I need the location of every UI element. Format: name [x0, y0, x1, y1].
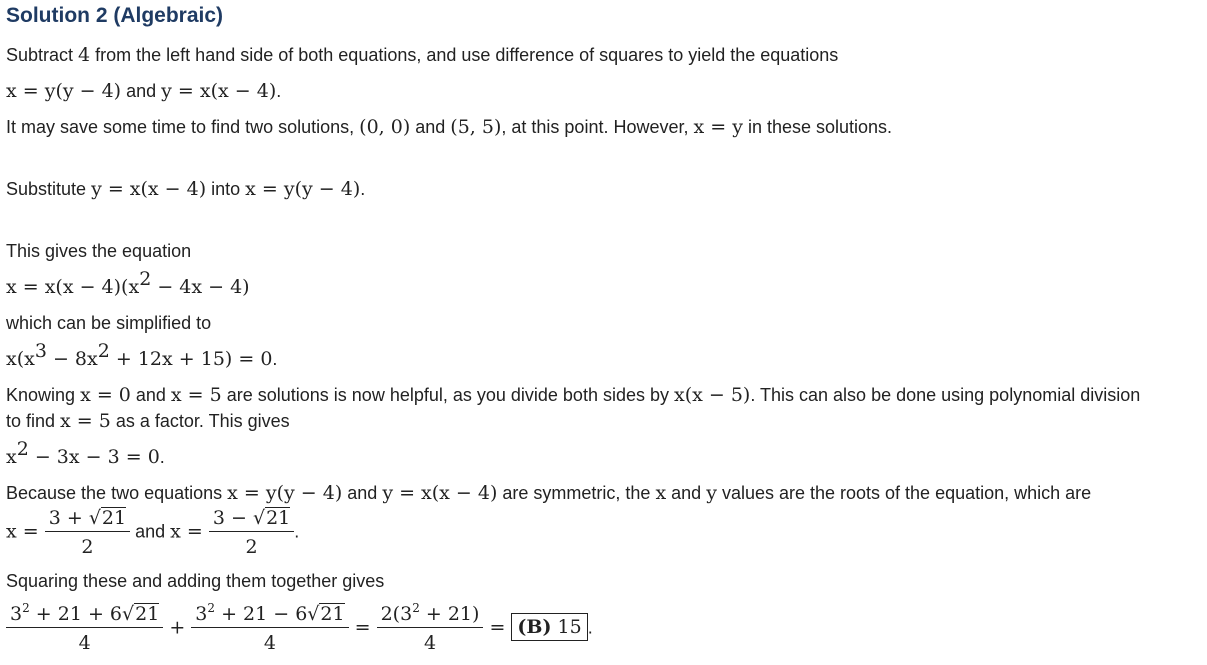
- fraction-denominator: 2: [245, 536, 258, 558]
- text: Subtract: [6, 45, 79, 65]
- text: It may save some time to find two solutions,: [6, 117, 360, 137]
- math-inline: + 12x + 15) = 0: [109, 348, 273, 370]
- math-inline: x = x(x − 4)(x: [6, 276, 140, 298]
- text-line-14: [6, 570, 384, 592]
- math-inline: (5, 5): [450, 116, 502, 138]
- math-inline: x = 5: [170, 384, 222, 406]
- math-text: + 21 − 6: [215, 603, 308, 625]
- math-text: + 21 + 6: [29, 603, 122, 625]
- text: Substitute: [6, 179, 92, 199]
- text: are symmetric, the: [497, 483, 656, 503]
- fraction-root-plus: [45, 507, 130, 558]
- text: from the left hand side of both equations, and use difference of squares to yield the equations: [90, 45, 839, 65]
- sqrt-radicand: 21: [101, 507, 127, 529]
- fraction-root-minus: [209, 507, 294, 558]
- fraction-combined: [377, 603, 484, 654]
- text: are solutions is now helpful, as you divide both sides by: [221, 385, 674, 405]
- math-inline: y = x(x − 4): [161, 80, 277, 102]
- fraction-numerator: 3 − √21: [209, 507, 294, 532]
- sqrt-radicand: 21: [135, 603, 160, 625]
- math-text: 2(3: [380, 603, 413, 625]
- math-line-6: [6, 268, 250, 298]
- text: Because the two equations: [6, 483, 228, 503]
- text-line-12: [6, 482, 1091, 504]
- text-line-7: [6, 312, 211, 334]
- math-text: 3 −: [212, 507, 253, 529]
- text: values are the roots of the equation, which are: [716, 483, 1092, 503]
- text: which can be simplified to: [6, 313, 212, 333]
- text-line-5: [6, 240, 191, 262]
- sqrt-radicand: 21: [266, 507, 291, 529]
- answer-choice: (B): [517, 616, 552, 639]
- math-inline: − 3x − 3 = 0: [28, 446, 160, 468]
- math-inline: x(x − 5): [674, 384, 751, 406]
- text: in these solutions.: [742, 117, 893, 137]
- math-line-11: [6, 438, 165, 468]
- exponent: 2: [207, 601, 216, 615]
- text: and: [410, 117, 451, 137]
- exponent: 3: [34, 340, 47, 362]
- answer-value: 15: [551, 616, 582, 639]
- boxed-answer: [511, 613, 587, 641]
- fraction-numerator: 3 + √21: [45, 507, 130, 532]
- exponent: 2: [16, 438, 29, 460]
- equals-sign: =: [348, 616, 377, 639]
- math-inline: x(x: [6, 348, 35, 370]
- text: and: [666, 483, 707, 503]
- math-inline: y: [706, 482, 717, 504]
- text-line-10: [6, 410, 290, 432]
- text-line-2: [6, 80, 281, 102]
- math-inline: x: [655, 482, 667, 504]
- math-inline: 4: [78, 44, 91, 66]
- text: .: [276, 81, 282, 101]
- math-inline: x = 5: [60, 410, 111, 432]
- text: , at this point. However,: [501, 117, 694, 137]
- text: into: [206, 179, 246, 199]
- text: .: [294, 521, 300, 542]
- text: Squaring these and adding them together gives: [6, 571, 385, 591]
- text: .: [272, 349, 278, 369]
- fraction-denominator: 4: [423, 632, 437, 654]
- exponent: 2: [97, 340, 110, 362]
- text: .: [360, 179, 366, 199]
- fraction-numerator: $3^2 + 21 - 6√21$: [191, 603, 348, 628]
- solution-page: [6, 0, 1201, 665]
- exponent: 2: [412, 601, 420, 615]
- math-inline: x: [6, 446, 17, 468]
- math-inline: − 4x − 4): [151, 276, 250, 298]
- text-line-9: [6, 384, 1140, 406]
- text-line-4: [6, 178, 365, 200]
- math-text: 3: [195, 603, 208, 625]
- math-inline: x =: [6, 520, 45, 543]
- fraction-numerator: $3^2 + 21 + 6√21$: [6, 603, 163, 628]
- math-inline: y = x(x − 4): [91, 178, 207, 200]
- exponent: 2: [22, 601, 30, 615]
- fraction-denominator: 4: [78, 632, 91, 654]
- fraction-numerator: [377, 603, 484, 628]
- math-text: 3: [10, 603, 23, 625]
- text: . This can also be done using polynomial division: [750, 385, 1141, 405]
- math-inline: x = y: [693, 116, 743, 138]
- equals-sign: =: [483, 616, 512, 639]
- text: and: [121, 81, 162, 101]
- text: and: [130, 385, 171, 405]
- text: Knowing: [6, 385, 81, 405]
- text: .: [159, 447, 165, 467]
- math-line-15: [6, 603, 593, 654]
- text: to find: [6, 411, 61, 431]
- math-text: 3 +: [48, 507, 89, 529]
- fraction-denominator: 4: [263, 632, 276, 654]
- sqrt-radicand: 21: [320, 603, 345, 625]
- math-text: + 21): [419, 603, 480, 625]
- math-line-8: [6, 340, 278, 370]
- math-inline: x = y(y − 4): [227, 482, 343, 504]
- math-inline: (0, 0): [359, 116, 411, 138]
- fraction-denominator: 2: [81, 536, 94, 558]
- text-line-3: [6, 116, 892, 138]
- math-inline: − 8x: [46, 348, 98, 370]
- text: .: [587, 617, 593, 638]
- text: and: [130, 521, 171, 542]
- text: as a factor. This gives: [110, 411, 290, 431]
- exponent: 2: [139, 268, 152, 290]
- math-inline: x = 0: [80, 384, 131, 406]
- math-inline: x = y(y − 4): [6, 80, 122, 102]
- math-inline: x =: [170, 520, 209, 543]
- plus-sign: +: [163, 616, 192, 639]
- math-line-13: [6, 507, 299, 558]
- text-line-1: [6, 44, 838, 66]
- math-inline: x = y(y − 4): [245, 178, 361, 200]
- text: and: [342, 483, 383, 503]
- fraction-square-minus: [191, 603, 348, 654]
- solution-heading: Solution 2 (Algebraic): [6, 4, 224, 27]
- text: This gives the equation: [6, 241, 192, 261]
- fraction-square-plus: [6, 603, 163, 654]
- math-inline: y = x(x − 4): [382, 482, 498, 504]
